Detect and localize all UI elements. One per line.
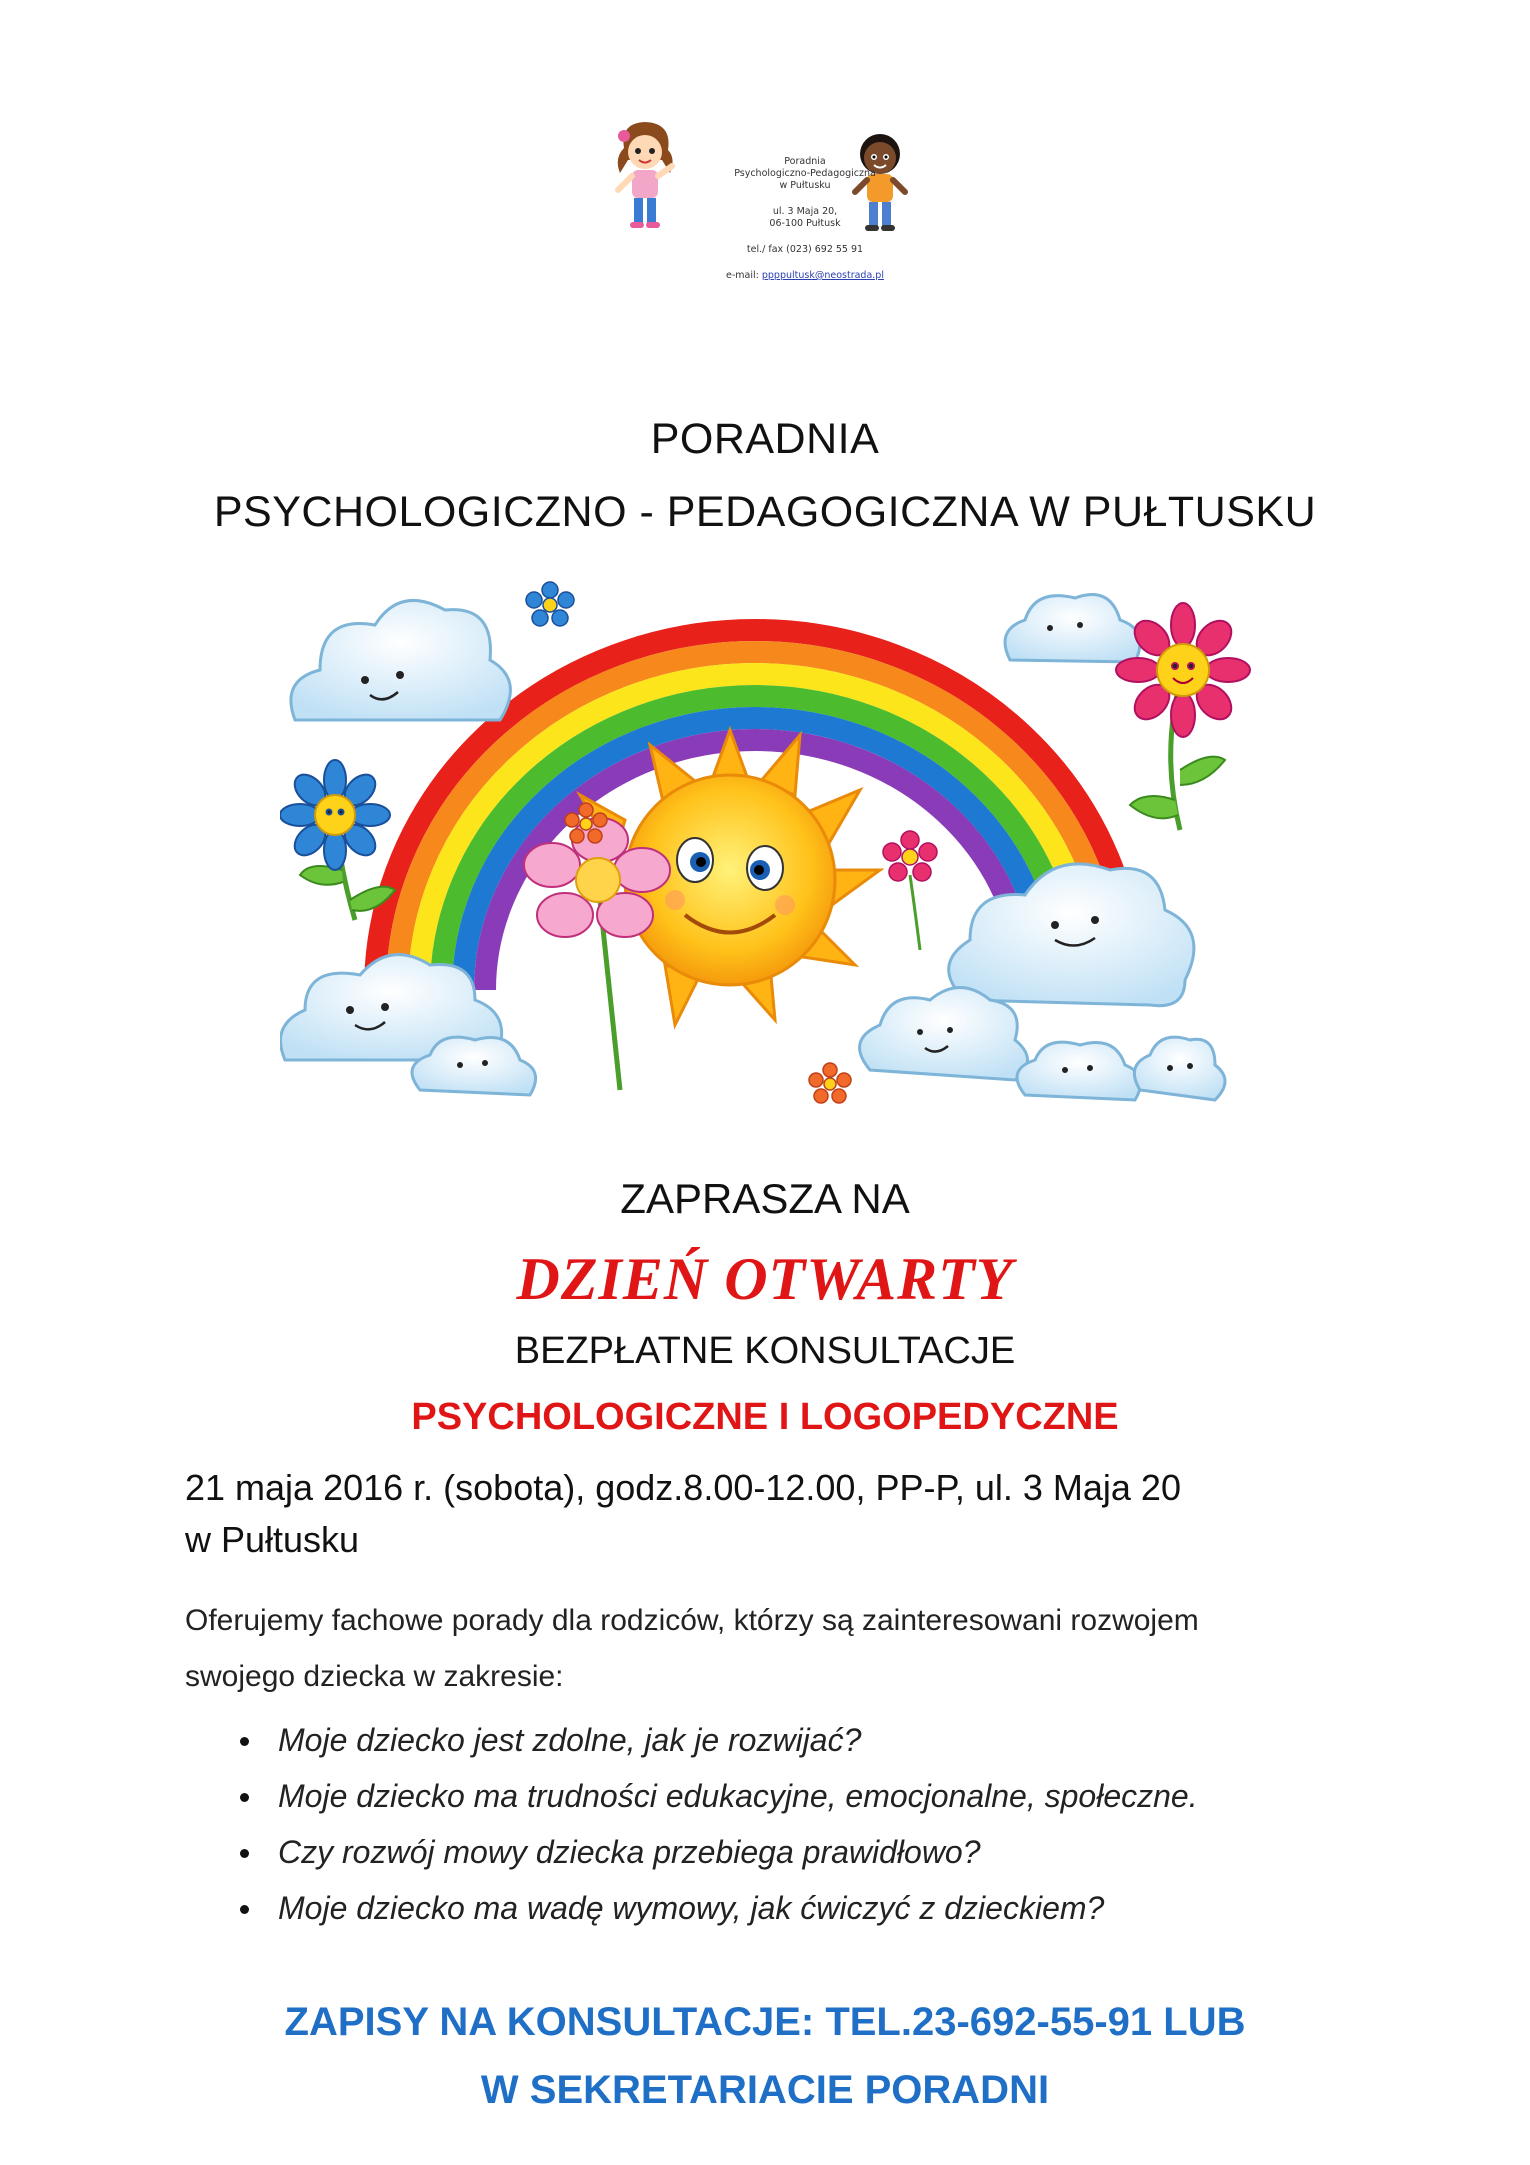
- invite-zaprasza: ZAPRASZA NA: [620, 1175, 910, 1222]
- intro-line-2: swojego dziecka w zakresie:: [185, 1660, 564, 1693]
- logo-address-2: 06-100 Pułtusk: [769, 218, 841, 229]
- consult-line-2: PSYCHOLOGICZNE I LOGOPEDYCZNE: [411, 1396, 1119, 1438]
- blue-flower: [280, 760, 395, 920]
- logo-address-1: ul. 3 Maja 20,: [772, 206, 838, 217]
- cloud-right: [949, 864, 1194, 1006]
- list-item: Moje dziecko ma wadę wymowy, jak ćwiczyć z dzieckiem?: [240, 1880, 1198, 1936]
- event-title: DZIEŃ OTWARTY: [516, 1246, 1014, 1312]
- girl-illustration: [610, 118, 680, 238]
- header-line-1: PORADNIA: [650, 415, 880, 463]
- list-item: Czy rozwój mowy dziecka przebiega prawidłowo?: [240, 1824, 1198, 1880]
- pink-flower: [524, 818, 670, 1090]
- logo-email-label: e-mail:: [726, 270, 762, 281]
- signup-line-1: ZAPISY NA KONSULTACJE: TEL.23-692-55-91 LUB: [284, 2000, 1246, 2044]
- logo-text-block: [710, 156, 900, 282]
- consult-line-1: BEZPŁATNE KONSULTACJE: [514, 1330, 1016, 1372]
- red-flower: [1116, 603, 1250, 830]
- logo-phone: tel./ fax (023) 692 55 91: [746, 244, 864, 255]
- logo-line-2: Psychologiczno-Pedagogiczna: [734, 168, 876, 179]
- logo-email-link[interactable]: ppppultusk@neostrada.pl: [761, 270, 884, 281]
- event-place-line: w Pułtusku: [185, 1519, 360, 1560]
- signup-line-2: W SEKRETARIACIE PORADNI: [480, 2068, 1050, 2112]
- poradnia-logo: [600, 118, 930, 338]
- topics-list: [240, 1712, 1198, 1936]
- intro-line-1: Oferujemy fachowe porady dla rodziców, którzy są zainteresowani rozwojem: [185, 1604, 1199, 1637]
- event-details: [185, 1462, 1365, 1566]
- intro-paragraph: [185, 1593, 1365, 1705]
- cloud-top-left: [291, 600, 511, 720]
- rainbow-sun-illustration: [280, 570, 1270, 1110]
- logo-line-1: Poradnia: [784, 156, 826, 167]
- header-line-2: PSYCHOLOGICZNO - PEDAGOGICZNA W PUŁTUSKU: [213, 488, 1317, 536]
- cloud-top-right: [1005, 594, 1140, 662]
- list-item: Moje dziecko ma trudności edukacyjne, emocjonalne, społeczne.: [240, 1768, 1198, 1824]
- list-item: Moje dziecko jest zdolne, jak je rozwijać?: [240, 1712, 1198, 1768]
- event-date-line: 21 maja 2016 r. (sobota), godz.8.00-12.00, PP-P, ul. 3 Maja 20: [185, 1467, 1181, 1508]
- logo-email-line: [710, 270, 900, 282]
- logo-line-3: w Pułtusku: [779, 180, 831, 191]
- cloud-bottom-left: [281, 955, 536, 1095]
